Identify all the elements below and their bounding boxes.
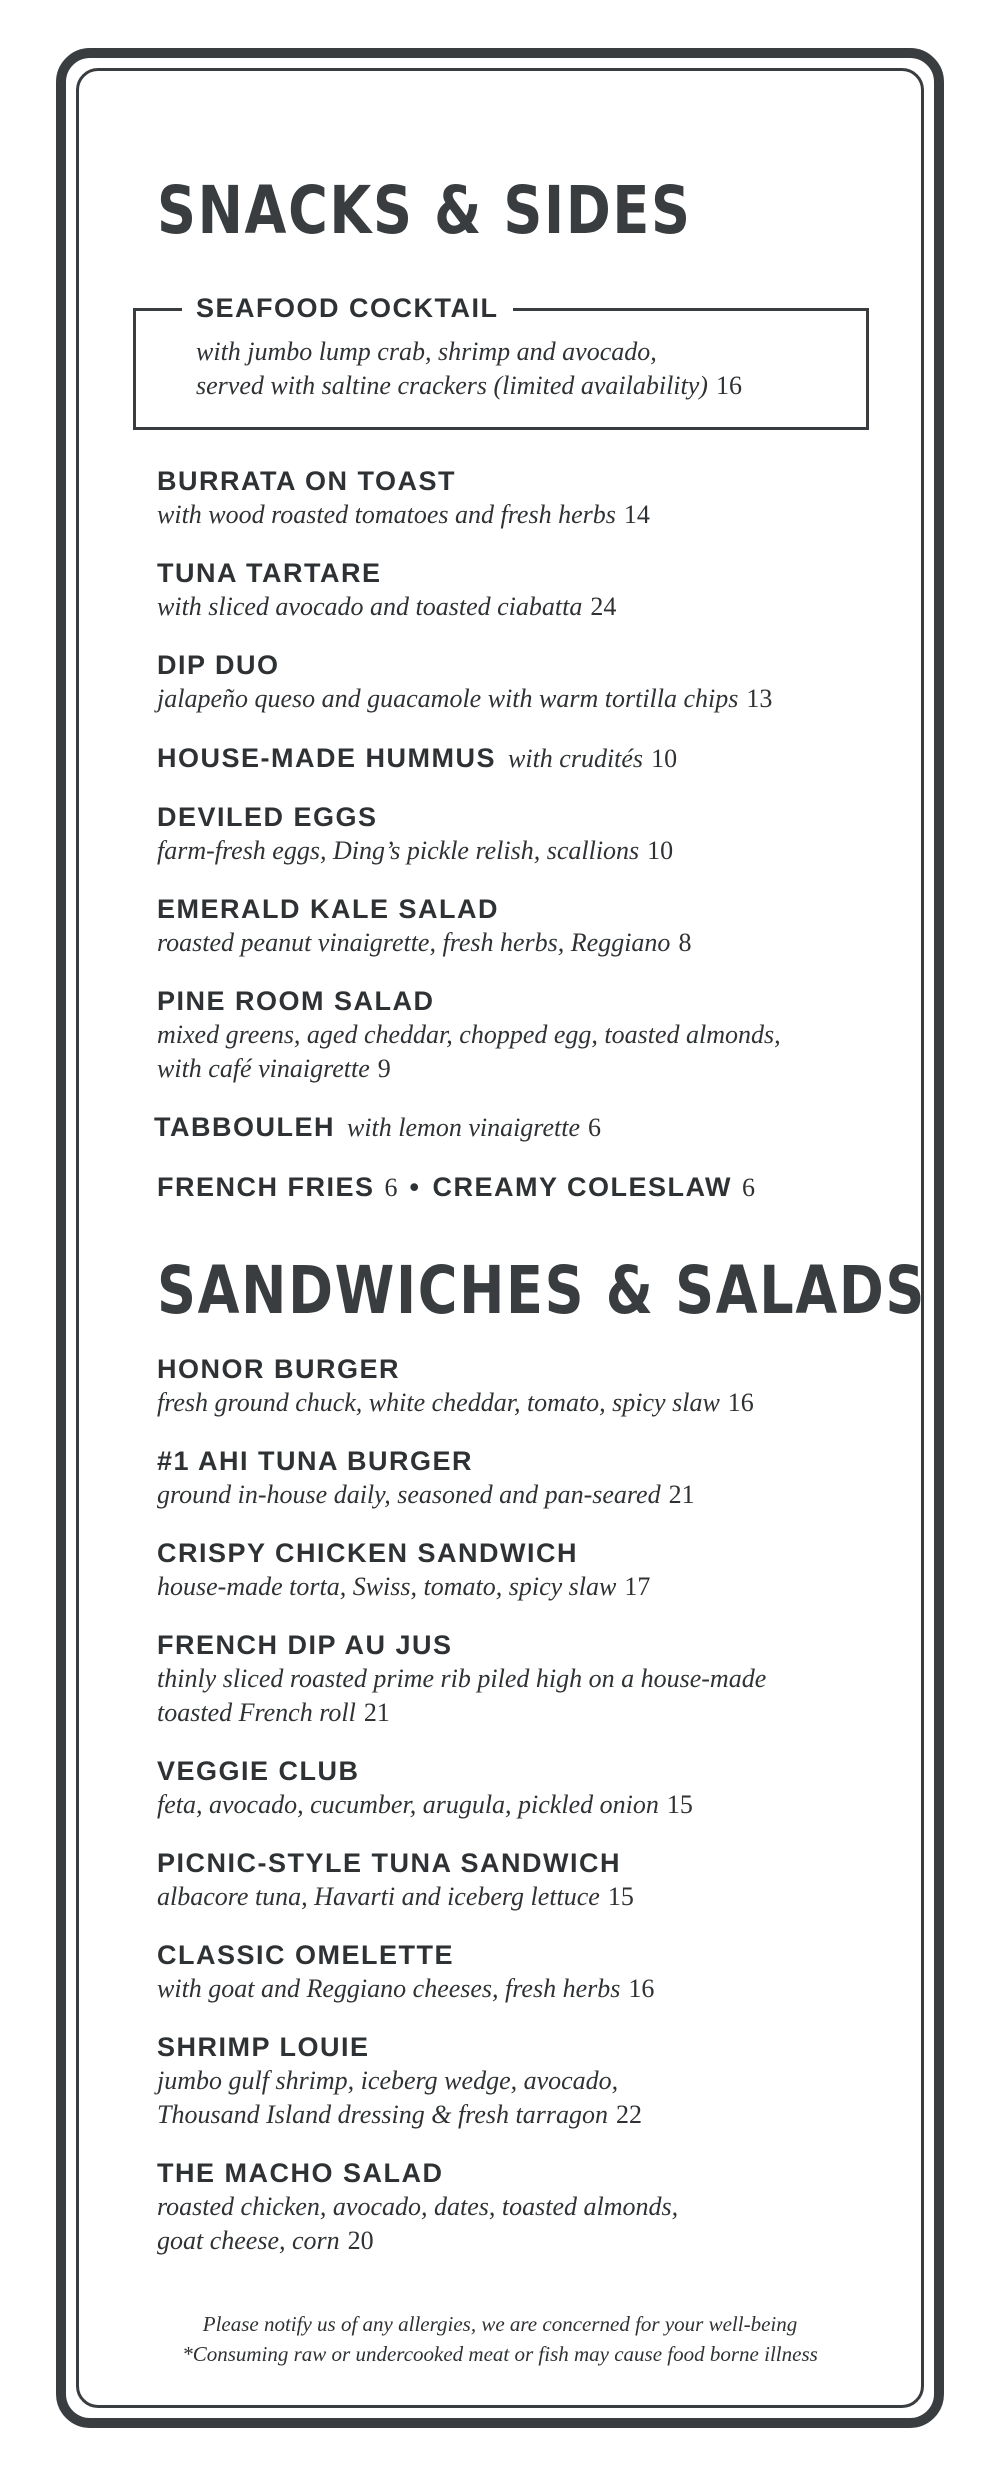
desc-line-2: with café vinaigrette — [157, 1054, 370, 1083]
item-description: fresh ground chuck, white cheddar, tomato, spicy slaw — [157, 1388, 720, 1417]
item-name: CRISPY CHICKEN SANDWICH — [157, 1538, 579, 1568]
item-price: 21 — [363, 1698, 390, 1727]
item-price: 10 — [647, 836, 674, 865]
item-price: 16 — [628, 1974, 655, 2003]
menu-item-shrimp-louie — [157, 2030, 877, 2132]
sandwiches-section-title: SANDWICHES & SALADS — [157, 1252, 927, 1329]
item-price: 22 — [615, 2100, 642, 2129]
desc-line-1: mixed greens, aged cheddar, chopped egg, toasted almonds, — [157, 1020, 781, 1049]
menu-item-french-dip — [157, 1628, 877, 1730]
item-description: ground in-house daily, seasoned and pan-seared — [157, 1480, 661, 1509]
item-price: 14 — [623, 500, 650, 529]
sides-row — [157, 1170, 877, 1204]
item-name-fries: FRENCH FRIES — [157, 1172, 375, 1202]
item-price: 24 — [590, 592, 617, 621]
item-name-coleslaw: CREAMY COLESLAW — [432, 1172, 732, 1202]
menu-item-ahi-tuna-burger — [157, 1444, 877, 1512]
item-description: with wood roasted tomatoes and fresh herbs — [157, 500, 616, 529]
item-name: SHRIMP LOUIE — [157, 2032, 370, 2062]
menu-item-deviled-eggs — [157, 800, 877, 868]
menu-item-crispy-chicken — [157, 1536, 877, 1604]
desc-line-2: toasted French roll — [157, 1698, 356, 1727]
item-name: HOUSE-MADE HUMMUS — [157, 743, 496, 773]
menu-item-tuna-sandwich — [157, 1846, 877, 1914]
item-name: TABBOULEH — [154, 1112, 335, 1142]
item-description: with goat and Reggiano cheeses, fresh herbs — [157, 1974, 621, 2003]
item-price: 13 — [746, 684, 773, 713]
desc-line-2: Thousand Island dressing & fresh tarragon — [157, 2100, 608, 2129]
raw-food-warning: *Consuming raw or undercooked meat or fish may cause food borne illness — [182, 2342, 818, 2366]
item-name: DEVILED EGGS — [157, 802, 378, 832]
featured-item-name: SEAFOOD COCKTAIL — [182, 291, 513, 325]
desc-line-1: roasted chicken, avocado, dates, toasted almonds, — [157, 2192, 679, 2221]
item-price: 9 — [377, 1054, 391, 1083]
item-description: with lemon vinaigrette — [346, 1113, 580, 1142]
item-description — [157, 2064, 877, 2132]
item-name: DIP DUO — [157, 650, 280, 680]
item-price-fries: 6 — [384, 1173, 398, 1202]
menu-item-tuna-tartare — [157, 556, 877, 624]
item-price-coleslaw: 6 — [741, 1173, 755, 1202]
item-price: 10 — [651, 744, 678, 773]
item-price: 6 — [587, 1113, 601, 1142]
featured-item-price: 16 — [715, 371, 742, 400]
snacks-section-title: SNACKS & SIDES — [157, 172, 692, 249]
item-name: HONOR BURGER — [157, 1354, 401, 1384]
desc-line-2: goat cheese, corn — [157, 2226, 340, 2255]
featured-item-box — [133, 293, 869, 430]
menu-item-kale-salad — [157, 892, 877, 960]
item-description: feta, avocado, cucumber, arugula, pickled onion — [157, 1790, 659, 1819]
menu-item-hummus — [157, 741, 877, 776]
item-price: 17 — [624, 1572, 651, 1601]
item-name: PICNIC-STYLE TUNA SANDWICH — [157, 1848, 621, 1878]
featured-desc-line-2: served with saltine crackers (limited availability) — [196, 371, 708, 400]
item-price: 20 — [347, 2226, 374, 2255]
menu-item-macho-salad — [157, 2156, 877, 2258]
item-description — [157, 1662, 877, 1730]
item-price: 8 — [678, 928, 692, 957]
item-name: EMERALD KALE SALAD — [157, 894, 499, 924]
featured-desc-line-1: with jumbo lump crab, shrimp and avocado, — [196, 337, 657, 366]
item-price: 16 — [727, 1388, 754, 1417]
item-description: farm-fresh eggs, Ding’s pickle relish, scallions — [157, 836, 640, 865]
featured-item-description — [196, 335, 856, 403]
menu-item-tabbouleh — [154, 1110, 874, 1145]
item-description: with sliced avocado and toasted ciabatta — [157, 592, 583, 621]
menu-item-veggie-club — [157, 1754, 877, 1822]
item-description: with crudités — [508, 744, 644, 773]
item-name: FRENCH DIP AU JUS — [157, 1630, 453, 1660]
allergy-notice: Please notify us of any allergies, we are concerned for your well-being — [202, 2312, 798, 2336]
desc-line-1: jumbo gulf shrimp, iceberg wedge, avocado, — [157, 2066, 619, 2095]
item-description — [157, 1018, 877, 1086]
menu-item-honor-burger — [157, 1352, 877, 1420]
menu-item-pine-room-salad — [157, 984, 877, 1086]
item-name: BURRATA ON TOAST — [157, 466, 456, 496]
item-description: albacore tuna, Havarti and iceberg lettuce — [157, 1882, 600, 1911]
item-description — [157, 2190, 877, 2258]
item-name: TUNA TARTARE — [157, 558, 382, 588]
item-name: VEGGIE CLUB — [157, 1756, 360, 1786]
separator-dot: • — [409, 1172, 421, 1202]
menu-item-classic-omelette — [157, 1938, 877, 2006]
item-description: jalapeño queso and guacamole with warm tortilla chips — [157, 684, 739, 713]
item-description: house-made torta, Swiss, tomato, spicy slaw — [157, 1572, 617, 1601]
item-description: roasted peanut vinaigrette, fresh herbs, Reggiano — [157, 928, 671, 957]
item-name: PINE ROOM SALAD — [157, 986, 435, 1016]
item-name: THE MACHO SALAD — [157, 2158, 444, 2188]
item-price: 21 — [668, 1480, 695, 1509]
item-price: 15 — [666, 1790, 693, 1819]
item-name: #1 AHI TUNA BURGER — [157, 1446, 474, 1476]
desc-line-1: thinly sliced roasted prime rib piled high on a house-made — [157, 1664, 767, 1693]
menu-item-burrata — [157, 464, 877, 532]
item-price: 15 — [607, 1882, 634, 1911]
item-name: CLASSIC OMELETTE — [157, 1940, 455, 1970]
menu-item-dip-duo — [157, 648, 877, 716]
